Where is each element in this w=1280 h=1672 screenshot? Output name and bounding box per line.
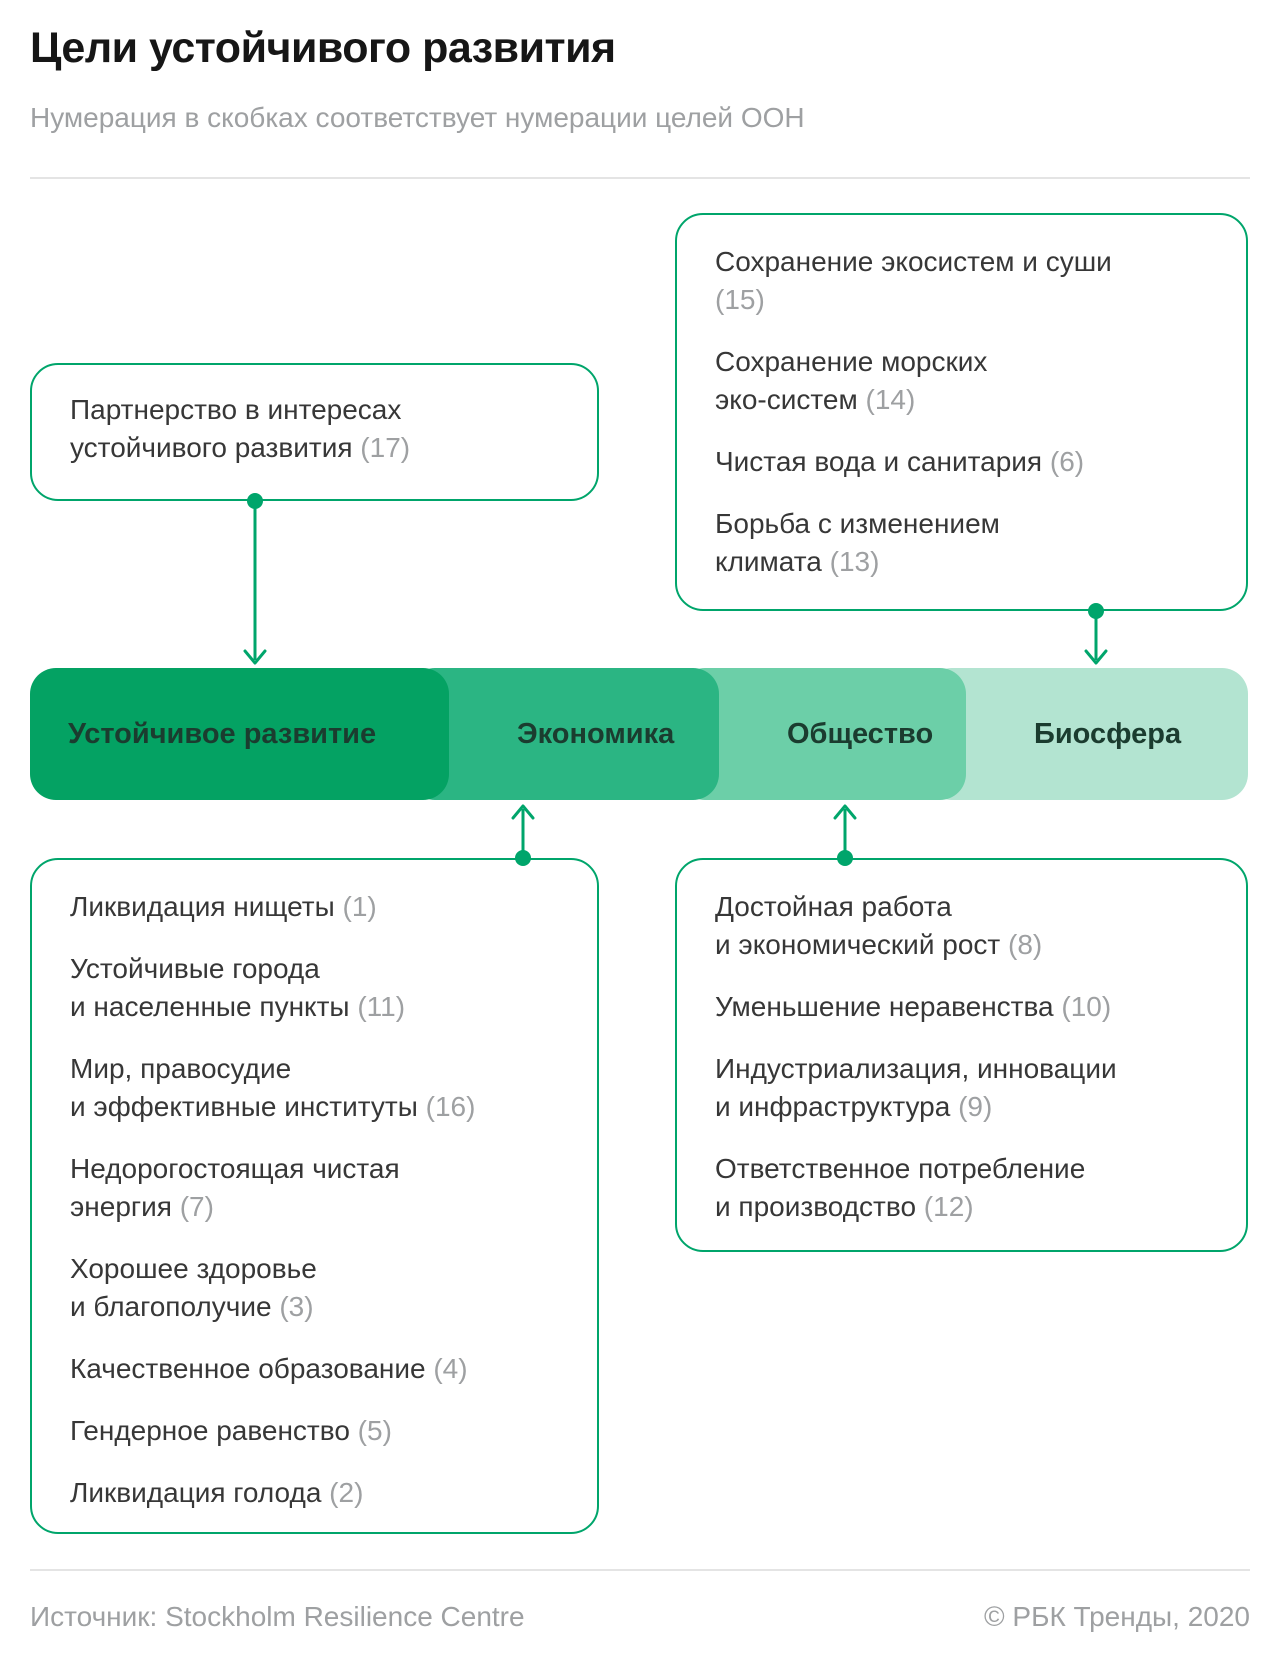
goal-text: Уменьшение неравенства: [715, 991, 1054, 1022]
goal-line: [70, 1250, 559, 1288]
page-subtitle: Нумерация в скобках соответствует нумерации целей ООН: [30, 102, 805, 133]
goal-item: [70, 1150, 559, 1226]
goal-item: [715, 243, 1208, 319]
wedding-cake-bar: [30, 668, 1248, 800]
goal-line: [715, 443, 1208, 481]
bar-segment-label: Экономика: [517, 717, 675, 750]
bar-segment-society: [679, 668, 966, 800]
goal-text: энергия: [70, 1191, 172, 1222]
goal-item: [715, 1150, 1208, 1226]
goal-item: [70, 1412, 559, 1450]
bottom-divider: [30, 1569, 1250, 1571]
goal-number: (11): [349, 991, 406, 1022]
bar-segment-biosphere: [926, 668, 1248, 800]
goal-line: [70, 1350, 559, 1388]
goal-line: [715, 988, 1208, 1026]
goal-number: (4): [425, 1353, 468, 1384]
connector-biosphere-to-bar: [1086, 603, 1106, 663]
goal-line: [715, 926, 1208, 964]
goal-text: Гендерное равенство: [70, 1415, 350, 1446]
goal-text: Борьба с изменением: [715, 508, 1000, 539]
goal-number: (6): [1042, 446, 1085, 477]
goal-line: [715, 343, 1208, 381]
goal-line: [715, 243, 1208, 281]
goal-text: устойчивого развития: [70, 432, 353, 463]
connector-economic-to-bar: [835, 806, 855, 866]
box-social-goals: [30, 858, 599, 1534]
goal-text: Качественное образование: [70, 1353, 426, 1384]
goal-text: и населенные пункты: [70, 991, 350, 1022]
goal-text: и эффективные институты: [70, 1091, 418, 1122]
arrow-down-icon: [245, 651, 265, 663]
goal-number: (1): [334, 891, 377, 922]
goal-line: [715, 1150, 1208, 1188]
goal-text: Устойчивые города: [70, 953, 320, 984]
goal-number: (15): [715, 284, 765, 315]
goal-text: Ликвидация нищеты: [70, 891, 335, 922]
arrow-down-icon: [1086, 651, 1106, 663]
goal-line: [70, 888, 559, 926]
goal-line: [70, 429, 559, 467]
goal-number: (17): [352, 432, 411, 463]
box-partnership: [30, 363, 599, 501]
goal-number: (14): [857, 384, 916, 415]
goal-number: (9): [950, 1091, 993, 1122]
goal-text: Ликвидация голода: [70, 1477, 322, 1508]
goal-line: [70, 1412, 559, 1450]
goal-text: Сохранение морских: [715, 346, 988, 377]
goal-number: (7): [171, 1191, 214, 1222]
goal-text: и инфраструктура: [715, 1091, 951, 1122]
goal-text: и экономический рост: [715, 929, 1001, 960]
goal-text: Сохранение экосистем и суши: [715, 246, 1112, 277]
goal-number: (3): [271, 1291, 314, 1322]
goal-text: Партнерство в интересах: [70, 394, 402, 425]
goal-line: [715, 505, 1208, 543]
goal-number: (16): [417, 1091, 476, 1122]
arrow-up-icon: [513, 806, 533, 818]
goal-text: эко-систем: [715, 384, 858, 415]
goal-line: [715, 1050, 1208, 1088]
goal-line: [70, 1474, 559, 1512]
goal-line: [70, 1288, 559, 1326]
page-title: Цели устойчивого развития: [30, 24, 616, 72]
goal-line: [715, 1088, 1208, 1126]
goal-item: [70, 1050, 559, 1126]
goal-line: [70, 1150, 559, 1188]
goal-line: [715, 281, 1208, 319]
goal-line: [70, 391, 559, 429]
goal-item: [70, 950, 559, 1026]
goal-item: [715, 888, 1208, 964]
goal-number: (12): [916, 1191, 974, 1222]
goal-text: Недорогостоящая чистая: [70, 1153, 400, 1184]
bar-segment-label: Биосфера: [1034, 717, 1182, 750]
goal-text: Достойная работа: [715, 891, 952, 922]
goal-text: Чистая вода и санитария: [715, 446, 1043, 477]
bar-segment-label: Общество: [787, 717, 934, 750]
goal-line: [715, 1188, 1208, 1226]
goal-item: [70, 1474, 559, 1512]
footer-copyright: © РБК Тренды, 2020: [984, 1601, 1250, 1632]
top-divider: [30, 177, 1250, 179]
goal-line: [70, 950, 559, 988]
goal-item: [715, 988, 1208, 1026]
goal-text: Ответственное потребление: [715, 1153, 1086, 1184]
goal-text: климата: [715, 546, 822, 577]
bar-segment-sustainable-development: [30, 668, 449, 800]
goal-line: [715, 381, 1208, 419]
goal-item: [70, 1250, 559, 1326]
connector-partnership-to-bar: [245, 493, 265, 663]
goal-item: [70, 391, 559, 467]
arrow-up-icon: [835, 806, 855, 818]
goal-line: [70, 1088, 559, 1126]
goal-item: [715, 1050, 1208, 1126]
goal-text: Мир, правосудие: [70, 1053, 292, 1084]
goal-number: (5): [349, 1415, 392, 1446]
goal-line: [715, 888, 1208, 926]
goal-text: Хорошее здоровье: [70, 1253, 317, 1284]
goal-item: [715, 443, 1208, 481]
goal-text: Индустриализация, инновации: [715, 1053, 1117, 1084]
goal-text: и производство: [715, 1191, 917, 1222]
goal-item: [70, 888, 559, 926]
goal-line: [715, 543, 1208, 581]
footer-source: Источник: Stockholm Resilience Centre: [30, 1601, 525, 1632]
bar-segment-label: Устойчивое развитие: [68, 717, 377, 750]
goal-number: (10): [1053, 991, 1112, 1022]
goal-number: (13): [821, 546, 880, 577]
box-economic-goals: [675, 858, 1248, 1252]
goal-item: [70, 1350, 559, 1388]
goal-line: [70, 988, 559, 1026]
goal-number: (8): [1000, 929, 1043, 960]
goal-text: и благополучие: [70, 1291, 272, 1322]
goal-item: [715, 505, 1208, 581]
bar-segment-economy: [409, 668, 719, 800]
box-biosphere-goals: [675, 213, 1248, 611]
connector-social-to-bar: [513, 806, 533, 866]
goal-line: [70, 1050, 559, 1088]
goal-item: [715, 343, 1208, 419]
goal-line: [70, 1188, 559, 1226]
goal-number: (2): [321, 1477, 364, 1508]
